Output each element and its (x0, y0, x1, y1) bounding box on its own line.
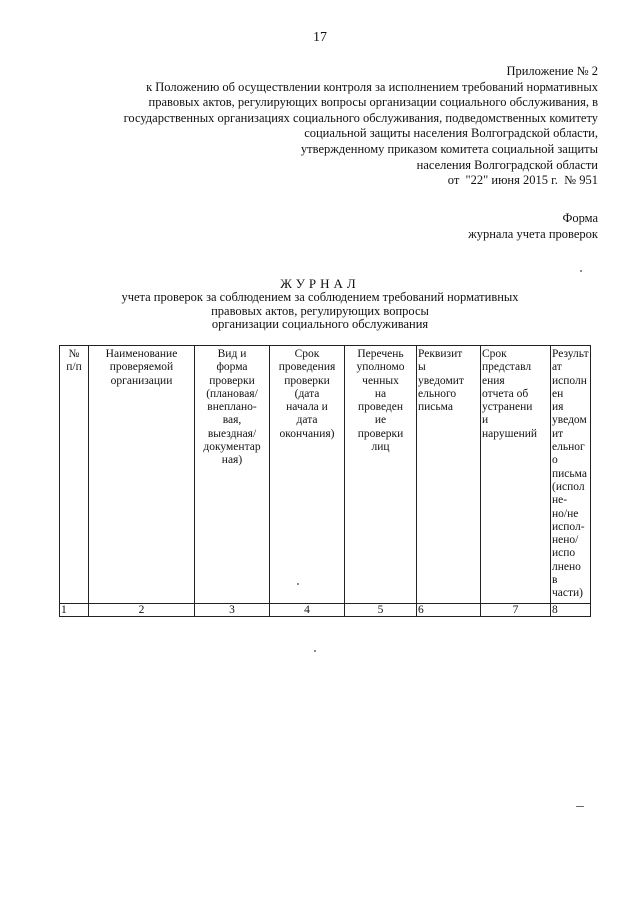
column-header-report-deadline: Срок представл ения отчета об устранени и нарушений (481, 346, 551, 604)
approval-line: населения Волгоградской области (416, 157, 598, 172)
column-header-organization: Наименование проверяемой организации (89, 346, 195, 604)
table-number-row (60, 603, 591, 616)
column-number: 5 (345, 603, 417, 616)
column-header-notice-result: Результат исполнен ия уведомит ельного письма (исполне- но/не испол- нено/испо лнено в части) (551, 346, 591, 604)
column-number: 7 (481, 603, 551, 616)
journal-subtitle-line: учета проверок за соблюдением за соблюдением требований нормативных (121, 290, 519, 305)
column-number: 1 (60, 603, 89, 616)
column-number: 4 (270, 603, 345, 616)
column-number: 2 (89, 603, 195, 616)
approval-line: правовых актов, регулирующих вопросы организации социального обслуживания, в (148, 95, 598, 110)
order-date-number: от "22" июня 2015 г. № 951 (447, 173, 598, 188)
column-number: 6 (417, 603, 481, 616)
approval-line: социальной защиты населения Волгоградской области, (304, 126, 598, 141)
column-header-number: № п/п (60, 346, 89, 604)
form-label: Форма (562, 211, 598, 225)
journal-subtitle-line: организации социального обслуживания (211, 317, 429, 332)
approval-block (78, 64, 598, 189)
appendix-label: Приложение № 2 (506, 64, 598, 78)
journal-table (59, 345, 591, 617)
column-number: 8 (551, 603, 591, 616)
table-header-row (60, 346, 591, 604)
column-header-inspection-type: Вид и форма проверки (плановая/ внеплано- вая, выездная/ документар ная) (195, 346, 270, 604)
journal-title: ЖУРНАЛ (280, 276, 360, 291)
scan-speck (297, 583, 299, 585)
approval-line: к Положению об осуществлении контроля за исполнением требований нормативных (146, 79, 598, 94)
page-number: 17 (313, 30, 327, 45)
journal-subtitle-line: правовых актов, регулирующих вопросы (211, 303, 429, 318)
approval-line: утвержденному приказом комитета социальной защиты (300, 141, 598, 156)
scan-speck (580, 270, 582, 272)
column-header-authorized-persons: Перечень уполномо ченных на проведен ие проверки лиц (345, 346, 417, 604)
scan-speck (314, 650, 316, 652)
approval-line: государственных организациях социального обслуживания, подведомственных комитету (123, 110, 598, 125)
column-header-inspection-period: Срок проведения проверки (дата начала и дата окончания) (270, 346, 345, 604)
column-header-notice-details: Реквизит ы уведомит ельного письма (417, 346, 481, 604)
scan-speck (576, 806, 584, 807)
journal-title-block (0, 277, 640, 332)
column-number: 3 (195, 603, 270, 616)
form-description: журнала учета проверок (468, 227, 598, 241)
form-note (468, 210, 598, 242)
